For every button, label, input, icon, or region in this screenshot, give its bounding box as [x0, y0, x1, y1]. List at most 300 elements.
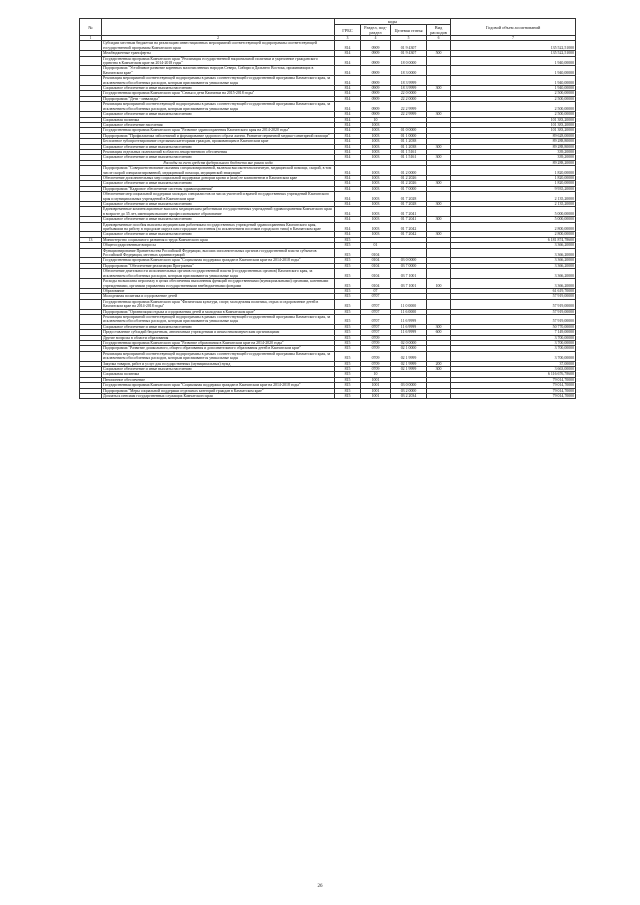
row-name-cell: Функционирование Правительства Российской Федерации, высших исполнительных органов государственной власти субъектов Российской Федерации, местных администраций — [102, 248, 335, 258]
header-cs: Целевая статья — [391, 25, 427, 36]
table-row — [80, 394, 576, 399]
row-cs-cell: 22 2 9999 — [391, 102, 427, 112]
row-number-cell — [80, 269, 102, 279]
index-cell: 1 — [80, 36, 102, 41]
row-cs-cell: 02 1 0000 — [391, 346, 427, 351]
row-razdel-cell: 0909 — [361, 86, 391, 91]
row-razdel-cell: 1003 — [361, 128, 391, 133]
row-cs-cell: 02 0 0000 — [391, 340, 427, 345]
row-number-cell — [80, 394, 102, 399]
row-grbs-cell: 814 — [335, 186, 361, 191]
row-vr-cell — [427, 394, 451, 399]
row-number-cell — [80, 248, 102, 258]
header-razdel: Раздел, под-раздел — [361, 25, 391, 36]
table-row — [80, 41, 576, 51]
row-sum-cell: 89 628,00000 — [451, 133, 576, 138]
row-grbs-cell: 815 — [335, 299, 361, 309]
row-cs-cell: 01 0 0000 — [391, 128, 427, 133]
row-razdel-cell: 0104 — [361, 269, 391, 279]
row-sum-cell: 2 500,00000 — [451, 96, 576, 101]
row-cs-cell: 11 6 9999 — [391, 330, 427, 335]
row-name-cell: Подпрограмма "Совершенствование оказания специализированной, включая высокотехнологичную, медицинской помощи, скорой, в том числе скорой специализированной, медицинской помощи, медицинской эвакуации" — [102, 166, 335, 176]
row-razdel-cell: 1003 — [361, 155, 391, 160]
row-sum-cell: 89 288,80000 — [451, 144, 576, 149]
row-name-cell: Социальное обеспечение и иные выплаты населению — [102, 144, 335, 149]
row-grbs-cell: 815 — [335, 279, 361, 289]
row-grbs-cell: 815 — [335, 388, 361, 393]
row-sum-cell: 9 935,20000 — [451, 186, 576, 191]
row-name-cell: Социальное обеспечение и иные выплаты населению — [102, 217, 335, 222]
row-grbs-cell: 814 — [335, 139, 361, 144]
row-grbs-cell: 814 — [335, 41, 361, 51]
table-row — [80, 207, 576, 217]
row-name-cell: Обеспечение дополнительных мер социальной поддержки донорам крови и (или) ее компонентов в Камчатском крае — [102, 175, 335, 180]
table-row — [80, 222, 576, 232]
row-sum-cell: 3 700,00000 — [451, 346, 576, 351]
row-vr-cell — [427, 56, 451, 66]
row-cs-cell: 03 2 0000 — [391, 388, 427, 393]
row-number-cell — [80, 207, 102, 217]
row-sum-cell: 3 700,00000 — [451, 340, 576, 345]
row-name-cell: Реализация мероприятий соответствующей подпрограммы в рамках соответствующей государственной программы Камчатского края, за исключением обособленных расходов, которым присваиваются уникальные коды — [102, 102, 335, 112]
row-cs-cell: 01 7 2028 — [391, 202, 427, 207]
row-sum-cell: 2 135,20000 — [451, 202, 576, 207]
row-grbs-cell: 815 — [335, 258, 361, 263]
row-cs-cell: 01 1 2038 — [391, 139, 427, 144]
row-sum-cell: 6 116 676,78600 — [451, 372, 576, 377]
row-razdel-cell: 0909 — [361, 76, 391, 86]
row-razdel-cell: 0909 — [361, 56, 391, 66]
row-razdel-cell: 1003 — [361, 122, 391, 127]
table-row — [80, 102, 576, 112]
row-name-cell: Предоставление субсидий бюджетным, автономным учреждениям и иным некоммерческим организациям — [102, 330, 335, 335]
row-grbs-cell: 814 — [335, 181, 361, 186]
row-grbs-cell: 815 — [335, 309, 361, 314]
row-razdel-cell: 0707 — [361, 294, 391, 299]
row-grbs-cell: 814 — [335, 133, 361, 138]
row-sum-cell: 5 000,00000 — [451, 207, 576, 217]
row-cs-cell: 22 0 0000 — [391, 91, 427, 96]
row-number-cell — [80, 166, 102, 176]
row-cs-cell: 01 1 0000 — [391, 133, 427, 138]
row-razdel-cell: 0104 — [361, 258, 391, 263]
row-grbs-cell: 814 — [335, 51, 361, 56]
row-vr-cell — [427, 222, 451, 232]
row-cs-cell: 03 7 1001 — [391, 279, 427, 289]
row-cs-cell: 18 0 0000 — [391, 56, 427, 66]
row-sum-cell: 1 820,00000 — [451, 175, 576, 180]
header-name — [102, 19, 335, 36]
row-grbs-cell: 814 — [335, 91, 361, 96]
row-cs-cell: 01 7 2028 — [391, 192, 427, 202]
row-vr-cell: 200 — [427, 361, 451, 366]
row-grbs-cell: 815 — [335, 394, 361, 399]
row-cs-cell: 01 7 2042 — [391, 222, 427, 232]
row-vr-cell: 300 — [427, 232, 451, 237]
row-number-cell: 13 — [80, 237, 102, 242]
row-razdel-cell: 10 — [361, 117, 391, 122]
row-vr-cell — [427, 41, 451, 51]
row-razdel-cell: 0709 — [361, 361, 391, 366]
row-sum-cell: 3 366,20000 — [451, 279, 576, 289]
row-name-cell: Подпрограмма "Дети - инвалиды" — [102, 96, 335, 101]
row-name-cell: Социальное обеспечение и иные выплаты населению — [102, 86, 335, 91]
row-name-cell: Государственная программа Камчатского края "Физическая культура, спорт, молодежная политика, отдых и оздоровление детей в Камчатском крае на 2014-2018 годы" — [102, 299, 335, 309]
row-vr-cell: 300 — [427, 112, 451, 117]
row-cs-cell: 01 9 4307 — [391, 41, 427, 51]
row-name-cell: Государственная программа Камчатского края "Реализация государственной национальной политики и укрепление гражданского единства в Камчатском крае на 2014-2018 годы" — [102, 56, 335, 66]
row-name-cell: Подпрограмма "Кадровое обеспечение системы здравоохранения" — [102, 186, 335, 191]
row-razdel-cell: 1001 — [361, 388, 391, 393]
row-cs-cell: 02 1 9999 — [391, 367, 427, 372]
row-sum-cell: 6 181 874,78600 — [451, 237, 576, 242]
row-name-cell: Субсидии местным бюджетам на реализацию инвестиционных мероприятий соответствующей подпрограммы соответствующей государственной программы Камчатского края — [102, 41, 335, 51]
row-sum-cell: 2 800,00000 — [451, 232, 576, 237]
row-vr-cell: 300 — [427, 367, 451, 372]
row-cs-cell: 02 1 9999 — [391, 351, 427, 361]
row-name-cell: Государственная программа Камчатского края "Социальная поддержка граждан в Камчатском крае на 2014-2018 годы" — [102, 258, 335, 263]
row-cs-cell: 01 1 2038 — [391, 144, 427, 149]
row-sum-cell: 3 700,00000 — [451, 335, 576, 340]
row-name-cell: Другие вопросы в области образования — [102, 335, 335, 340]
row-cs-cell: 03 2 2034 — [391, 394, 427, 399]
row-vr-cell — [427, 314, 451, 324]
table-row — [80, 351, 576, 361]
row-sum-cell: 1 940,00000 — [451, 56, 576, 66]
table-row — [80, 269, 576, 279]
row-sum-cell: 2 500,00000 — [451, 112, 576, 117]
row-cs-cell: 01 7 2042 — [391, 232, 427, 237]
row-sum-cell: 3 366,20000 — [451, 258, 576, 263]
row-grbs-cell: 814 — [335, 112, 361, 117]
row-razdel-cell: 0707 — [361, 309, 391, 314]
row-vr-cell — [427, 351, 451, 361]
row-sum-cell: 1 820,00000 — [451, 166, 576, 176]
row-grbs-cell: 814 — [335, 66, 361, 76]
row-name-cell: Расходы за счет средств федерального бюджета вне рамок кода — [102, 160, 335, 165]
row-cs-cell: 11 6 0000 — [391, 309, 427, 314]
row-sum-cell: 3 700,00000 — [451, 351, 576, 361]
header-grbs: ГРБС — [335, 25, 361, 36]
row-razdel-cell: 1003 — [361, 207, 391, 217]
row-grbs-cell: 814 — [335, 117, 361, 122]
row-vr-cell: 300 — [427, 86, 451, 91]
row-name-cell: Социальное обеспечение и иные выплаты населению — [102, 202, 335, 207]
row-sum-cell: 5 000,00000 — [451, 217, 576, 222]
row-sum-cell: 339,20000 — [451, 155, 576, 160]
row-name-cell: Социальное обеспечение и иные выплаты населению — [102, 112, 335, 117]
row-name-cell: Подпрограмма "Обеспечение реализации Программы" — [102, 263, 335, 268]
row-grbs-cell: 814 — [335, 192, 361, 202]
row-sum-cell: 61 619,70000 — [451, 288, 576, 293]
table-row — [80, 56, 576, 66]
row-cs-cell: 01 2 0000 — [391, 166, 427, 176]
header-num: № — [80, 19, 102, 36]
row-cs-cell: 18 3 9999 — [391, 76, 427, 86]
row-cs-cell: 01 1 5161 — [391, 155, 427, 160]
row-cs-cell: 01 2 2026 — [391, 181, 427, 186]
row-vr-cell: 600 — [427, 330, 451, 335]
header-vr: Вид расходов — [427, 25, 451, 36]
row-razdel-cell: 0909 — [361, 66, 391, 76]
row-razdel-cell: 0909 — [361, 112, 391, 117]
row-sum-cell: 2 500,00000 — [451, 102, 576, 112]
row-name-cell: Социальное обеспечение населения — [102, 122, 335, 127]
row-grbs-cell: 815 — [335, 269, 361, 279]
row-razdel-cell: 1003 — [361, 186, 391, 191]
row-grbs-cell: 814 — [335, 149, 361, 154]
row-vr-cell: 300 — [427, 155, 451, 160]
row-name-cell: Государственная программа Камчатского края "Развитие образования в Камчатском крае на 2014-2020 годы" — [102, 340, 335, 345]
row-number-cell — [80, 279, 102, 289]
row-name-cell: Подпрограмма "Профилактика заболеваний и формирование здорового образа жизни. Развитие первичной медико-санитарной помощи" — [102, 133, 335, 138]
row-name-cell: Подпрограмма "Организация отдыха и оздоровления детей и молодежи в Камчатском крае" — [102, 309, 335, 314]
row-razdel-cell: 1003 — [361, 144, 391, 149]
row-sum-cell: 57 919,00000 — [451, 294, 576, 299]
row-razdel-cell: 1001 — [361, 377, 391, 382]
row-grbs-cell: 814 — [335, 86, 361, 91]
row-sum-cell: 2 135,20000 — [451, 192, 576, 202]
table-row — [80, 279, 576, 289]
row-grbs-cell: 814 — [335, 96, 361, 101]
row-name-cell: Социальное обеспечение и иные выплаты населению — [102, 324, 335, 329]
row-cs-cell: 11 0 0000 — [391, 299, 427, 309]
table-header — [80, 19, 576, 41]
row-vr-cell: 300 — [427, 324, 451, 329]
row-sum-cell: 3 366,20000 — [451, 269, 576, 279]
row-grbs-cell: 814 — [335, 144, 361, 149]
row-number-cell — [80, 351, 102, 361]
row-grbs-cell: 814 — [335, 102, 361, 112]
row-number-cell — [80, 66, 102, 76]
row-grbs-cell: 814 — [335, 202, 361, 207]
header-sum: Годовой объем ассигнований — [451, 19, 576, 36]
row-sum-cell: 3 366,20000 — [451, 248, 576, 258]
row-razdel-cell: 0104 — [361, 279, 391, 289]
row-name-cell: Образование — [102, 288, 335, 293]
row-vr-cell: 300 — [427, 217, 451, 222]
row-razdel-cell: 1003 — [361, 222, 391, 232]
row-cs-cell: 01 7 2041 — [391, 217, 427, 222]
row-sum-cell: 57 919,00000 — [451, 309, 576, 314]
row-cs-cell: 11 6 9999 — [391, 314, 427, 324]
row-cs-cell: 01 7 0000 — [391, 186, 427, 191]
row-name-cell: Социальное обеспечение и иные выплаты населению — [102, 181, 335, 186]
row-name-cell: Закупка товаров, работ и услуг для государственных (муниципальных) нужд — [102, 361, 335, 366]
row-razdel-cell: 0909 — [361, 91, 391, 96]
row-razdel-cell: 0909 — [361, 51, 391, 56]
row-name-cell: Подпрограмма "Развитие дошкольного, общего образования и дополнительного образования детей в Камчатском крае" — [102, 346, 335, 351]
table-body — [80, 41, 576, 399]
row-razdel-cell: 1003 — [361, 139, 391, 144]
row-cs-cell: 02 1 9999 — [391, 361, 427, 366]
row-grbs-cell: 814 — [335, 207, 361, 217]
row-name-cell: Министерство социального развития и труда Камчатского края — [102, 237, 335, 242]
row-razdel-cell: 01 — [361, 243, 391, 248]
row-razdel-cell: 1003 — [361, 232, 391, 237]
row-grbs-cell: 815 — [335, 346, 361, 351]
row-grbs-cell: 814 — [335, 175, 361, 180]
row-cs-cell: 11 6 9999 — [391, 324, 427, 329]
row-sum-cell: 57 919,00000 — [451, 299, 576, 309]
row-grbs-cell: 815 — [335, 294, 361, 299]
row-vr-cell: 300 — [427, 144, 451, 149]
row-razdel-cell: 1003 — [361, 217, 391, 222]
index-cell: 2 — [102, 36, 335, 41]
row-razdel-cell: 1003 — [361, 202, 391, 207]
row-grbs-cell: 815 — [335, 288, 361, 293]
row-sum-cell: 1 820,00000 — [451, 181, 576, 186]
row-sum-cell: 2 500,00000 — [451, 91, 576, 96]
row-grbs-cell: 814 — [335, 128, 361, 133]
row-vr-cell — [427, 102, 451, 112]
row-grbs-cell: 815 — [335, 335, 361, 340]
row-sum-cell: 79 014,70000 — [451, 394, 576, 399]
row-number-cell — [80, 222, 102, 232]
row-sum-cell: 50 770,00000 — [451, 324, 576, 329]
row-grbs-cell: 814 — [335, 56, 361, 66]
row-sum-cell: 3 663,00000 — [451, 367, 576, 372]
row-razdel-cell: 0709 — [361, 367, 391, 372]
row-razdel-cell: 0104 — [361, 248, 391, 258]
row-name-cell: Социальное обеспечение и иные выплаты населению — [102, 367, 335, 372]
row-grbs-cell: 815 — [335, 237, 361, 242]
row-vr-cell: 100 — [427, 279, 451, 289]
table-row — [80, 192, 576, 202]
row-cs-cell: 01 7 2041 — [391, 207, 427, 217]
row-razdel-cell: 1003 — [361, 192, 391, 202]
row-name-cell: Государственная программа Камчатского края "Социальная поддержка граждан в Камчатском крае на 2014-2018 годы" — [102, 383, 335, 388]
row-grbs-cell: 815 — [335, 383, 361, 388]
row-name-cell: Подпрограмма "Устойчивое развитие коренных малочисленных народов Севера, Сибири и Дальнего Востока, проживающих в Камчатском крае" — [102, 66, 335, 76]
row-vr-cell — [427, 248, 451, 258]
row-grbs-cell: 814 — [335, 232, 361, 237]
row-name-cell: Государственная программа Камчатского края "Семья и дети Камчатки на 2015-2018 годы" — [102, 91, 335, 96]
row-sum-cell: 135 522,51000 — [451, 51, 576, 56]
row-sum-cell: 101 383,20000 — [451, 122, 576, 127]
row-name-cell: Единовременные пособия выплаты медицинским работникам государственных учреждений здравоохранения Камчатского края, прибывшим на работу в городские округа или городские поселения (за исключением поселков городского типа) в Камчатском крае — [102, 222, 335, 232]
row-grbs-cell: 815 — [335, 351, 361, 361]
row-name-cell: Реализация отдельных полномочий в области лекарственного обеспечения — [102, 149, 335, 154]
row-grbs-cell: 815 — [335, 377, 361, 382]
row-cs-cell: 01 1 5161 — [391, 149, 427, 154]
row-grbs-cell: 815 — [335, 367, 361, 372]
row-number-cell — [80, 299, 102, 309]
row-name-cell: Социальная политика — [102, 372, 335, 377]
row-sum-cell: 2 800,00000 — [451, 222, 576, 232]
row-vr-cell — [427, 269, 451, 279]
row-cs-cell: 18 3 0000 — [391, 66, 427, 76]
row-razdel-cell: 0707 — [361, 314, 391, 324]
row-grbs-cell: 815 — [335, 314, 361, 324]
row-sum-cell: 89 288,80000 — [451, 139, 576, 144]
row-sum-cell: 1 940,00000 — [451, 66, 576, 76]
row-name-cell: Реализация мероприятий соответствующей подпрограммы в рамках соответствующей государственной программы Камчатского края, за исключением обособленных расходов, которым присваиваются уникальные коды — [102, 314, 335, 324]
row-number-cell — [80, 102, 102, 112]
row-razdel-cell: 0909 — [361, 102, 391, 112]
row-vr-cell: 500 — [427, 51, 451, 56]
row-name-cell: Бесплатное зубопротезирование отдельным категориям граждан, проживающим в Камчатском крае — [102, 139, 335, 144]
table-row — [80, 248, 576, 258]
index-cell: 5 — [391, 36, 427, 41]
row-grbs-cell: 815 — [335, 340, 361, 345]
table-row — [80, 76, 576, 86]
row-name-cell: Расходы на выплаты персоналу в целях обеспечения выполнения функций государственными (муниципальными) органами, казенными учреждениями, органами управления государственными внебюджетными фондами — [102, 279, 335, 289]
row-razdel-cell: 1003 — [361, 166, 391, 176]
row-name-cell: Доплаты к пенсиям государственных служащих Камчатского края — [102, 394, 335, 399]
row-name-cell: Межбюджетные трансферты — [102, 51, 335, 56]
row-cs-cell: 03 0 0000 — [391, 383, 427, 388]
row-razdel-cell: 1003 — [361, 175, 391, 180]
row-razdel-cell: 10 — [361, 372, 391, 377]
row-vr-cell — [427, 66, 451, 76]
row-cs-cell: 03 7 0000 — [391, 263, 427, 268]
row-name-cell: Обеспечение деятельности исполнительных органов государственной власти (государственных органов) Камчатского края, за исключением обособленных расходов, которым присваиваются уникальные коды — [102, 269, 335, 279]
row-vr-cell — [427, 76, 451, 86]
budget-table — [79, 18, 576, 399]
row-cs-cell: 03 0 0000 — [391, 258, 427, 263]
row-razdel-cell: 0707 — [361, 299, 391, 309]
row-name-cell: Обеспечение мер социальной поддержки молодых специалистов из числа учителей и врачей государственных учреждений Камчатского края и муниципальных учреждений в Камчатском крае — [102, 192, 335, 202]
index-cell: 7 — [451, 36, 576, 41]
row-razdel-cell: 0909 — [361, 41, 391, 51]
row-grbs-cell: 814 — [335, 76, 361, 86]
row-sum-cell: 1 940,00000 — [451, 76, 576, 86]
row-name-cell: Единовременные компенсационные выплаты медицинским работникам государственных учреждений здравоохранения Камчатского края в возрасте до 35 лет, имеющим высшее профессиональное образование — [102, 207, 335, 217]
row-sum-cell: 57 919,00000 — [451, 314, 576, 324]
row-name-cell: Молодежная политика и оздоровление детей — [102, 294, 335, 299]
row-grbs-cell: 815 — [335, 330, 361, 335]
row-grbs-cell: 815 — [335, 361, 361, 366]
row-sum-cell: 3 366,20000 — [451, 243, 576, 248]
row-cs-cell — [391, 248, 427, 258]
row-sum-cell: 79 014,70000 — [451, 388, 576, 393]
row-razdel-cell: 0709 — [361, 340, 391, 345]
row-number-cell — [80, 76, 102, 86]
row-cs-cell: 22 2 9999 — [391, 112, 427, 117]
row-razdel-cell: 0707 — [361, 324, 391, 329]
row-grbs-cell: 815 — [335, 243, 361, 248]
row-grbs-cell: 814 — [335, 166, 361, 176]
row-sum-cell: 135 522,51000 — [451, 41, 576, 51]
row-vr-cell — [427, 207, 451, 217]
row-name-cell: Социальное обеспечение и иные выплаты населению — [102, 232, 335, 237]
row-name-cell: Реализация мероприятий соответствующей подпрограммы в рамках соответствующей государственной программы Камчатского края, за исключением обособленных расходов, которым присваиваются уникальные коды — [102, 76, 335, 86]
row-razdel-cell: 1001 — [361, 394, 391, 399]
row-sum-cell: 1 940,00000 — [451, 86, 576, 91]
row-grbs-cell: 815 — [335, 248, 361, 258]
row-razdel-cell: 1003 — [361, 181, 391, 186]
row-name-cell: Реализация мероприятий соответствующей подпрограммы в рамках соответствующей государственной программы Камчатского края, за исключением обособленных расходов, которым присваиваются уникальные коды — [102, 351, 335, 361]
row-sum-cell: 89 288,20000 — [451, 160, 576, 165]
row-name-cell: Пенсионное обеспечение — [102, 377, 335, 382]
index-cell: 6 — [427, 36, 451, 41]
row-name-cell: Социальная политика — [102, 117, 335, 122]
table-row — [80, 66, 576, 76]
row-grbs-cell: 814 — [335, 122, 361, 127]
row-grbs-cell: 814 — [335, 217, 361, 222]
row-sum-cell: 37,00000 — [451, 361, 576, 366]
row-grbs-cell: 815 — [335, 372, 361, 377]
row-grbs-cell: 814 — [335, 155, 361, 160]
row-cs-cell: 22 2 0000 — [391, 96, 427, 101]
row-number-cell — [80, 56, 102, 66]
row-number-cell — [80, 314, 102, 324]
row-sum-cell: 101 383,20000 — [451, 128, 576, 133]
row-vr-cell — [427, 192, 451, 202]
row-cs-cell: 01 9 4307 — [391, 51, 427, 56]
row-name-cell: Государственная программа Камчатского края "Развитие здравоохранения Камчатского края на 2014-2020 годы" — [102, 128, 335, 133]
